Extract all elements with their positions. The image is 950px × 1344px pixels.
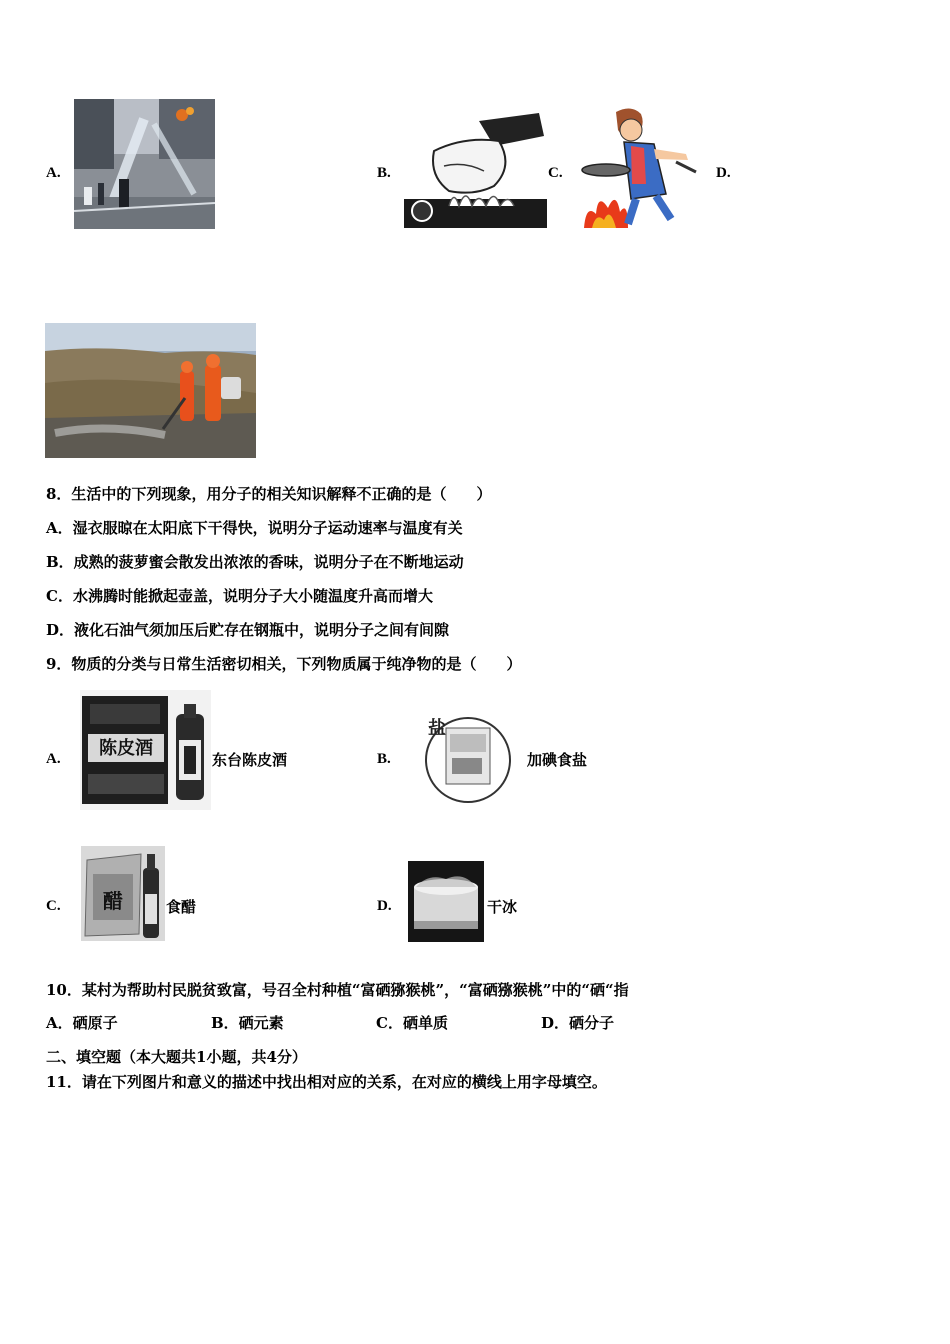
- q9-option-a-caption: 东台陈皮酒: [212, 751, 288, 769]
- q7-option-b-letter: B.: [377, 165, 391, 181]
- q9-option-b-caption: 加碘食盐: [527, 751, 588, 769]
- wine-box-label: 陈皮酒: [99, 738, 153, 759]
- q7-option-c-letter: C.: [548, 165, 563, 181]
- vinegar-bottle-icon: [81, 846, 165, 941]
- fire-hose-spraying-building-icon: [74, 99, 215, 229]
- q8-option-d: D．液化石油气须加压后贮存在钢瓶中，说明分子之间有间隙: [46, 621, 450, 639]
- firefighters-blowing-grass-fire-icon: [45, 323, 256, 458]
- q10-stem: 10．某村为帮助村民脱贫致富，号召全村种植“富硒猕猴桃”，“富硒猕猴桃”中的“硒“指: [46, 981, 629, 999]
- man-with-burning-pan-icon: [576, 104, 710, 228]
- q10-option-b: B．硒元素: [211, 1014, 284, 1032]
- q8-stem: 8．生活中的下列现象，用分子的相关知识解释不正确的是（ ）: [46, 485, 492, 503]
- q7-option-a-letter: A.: [46, 165, 61, 181]
- dry-ice-block-icon: [408, 861, 484, 942]
- q9-option-d-letter: D.: [377, 898, 392, 914]
- q11-stem: 11．请在下列图片和意义的描述中找出相对应的关系，在对应的横线上用字母填空。: [46, 1073, 607, 1091]
- q8-option-b: B．成熟的菠萝蜜会散发出浓浓的香味，说明分子在不断地运动: [46, 553, 464, 571]
- q9-option-c-letter: C.: [46, 898, 61, 914]
- q8-option-c: C．水沸腾时能掀起壶盖，说明分子大小随温度升高而增大: [46, 587, 433, 605]
- vinegar-bag-label: 醋: [103, 889, 123, 913]
- q9-option-c-caption: 食醋: [166, 898, 197, 916]
- q9-option-a-letter: A.: [46, 751, 61, 767]
- iodized-salt-bag-icon: [412, 712, 518, 804]
- q10-option-a: A．硒原子: [46, 1014, 118, 1032]
- salt-bag-label: 盐: [428, 718, 446, 739]
- hand-covering-gas-fire-icon: [404, 111, 547, 228]
- q10-option-c: C．硒单质: [376, 1014, 448, 1032]
- q8-option-a: A．湿衣服晾在太阳底下干得快，说明分子运动速率与温度有关: [46, 519, 463, 537]
- q9-option-d-caption: 干冰: [487, 898, 518, 916]
- section-2-heading: 二、填空题（本大题共1小题，共4分）: [46, 1048, 307, 1066]
- q10-option-d: D．硒分子: [541, 1014, 615, 1032]
- q9-stem: 9．物质的分类与日常生活密切相关，下列物质属于纯净物的是（ ）: [46, 655, 522, 673]
- q9-option-b-letter: B.: [377, 751, 391, 767]
- chenpi-wine-bottle-icon: [80, 690, 211, 810]
- q7-option-d-letter: D.: [716, 165, 731, 181]
